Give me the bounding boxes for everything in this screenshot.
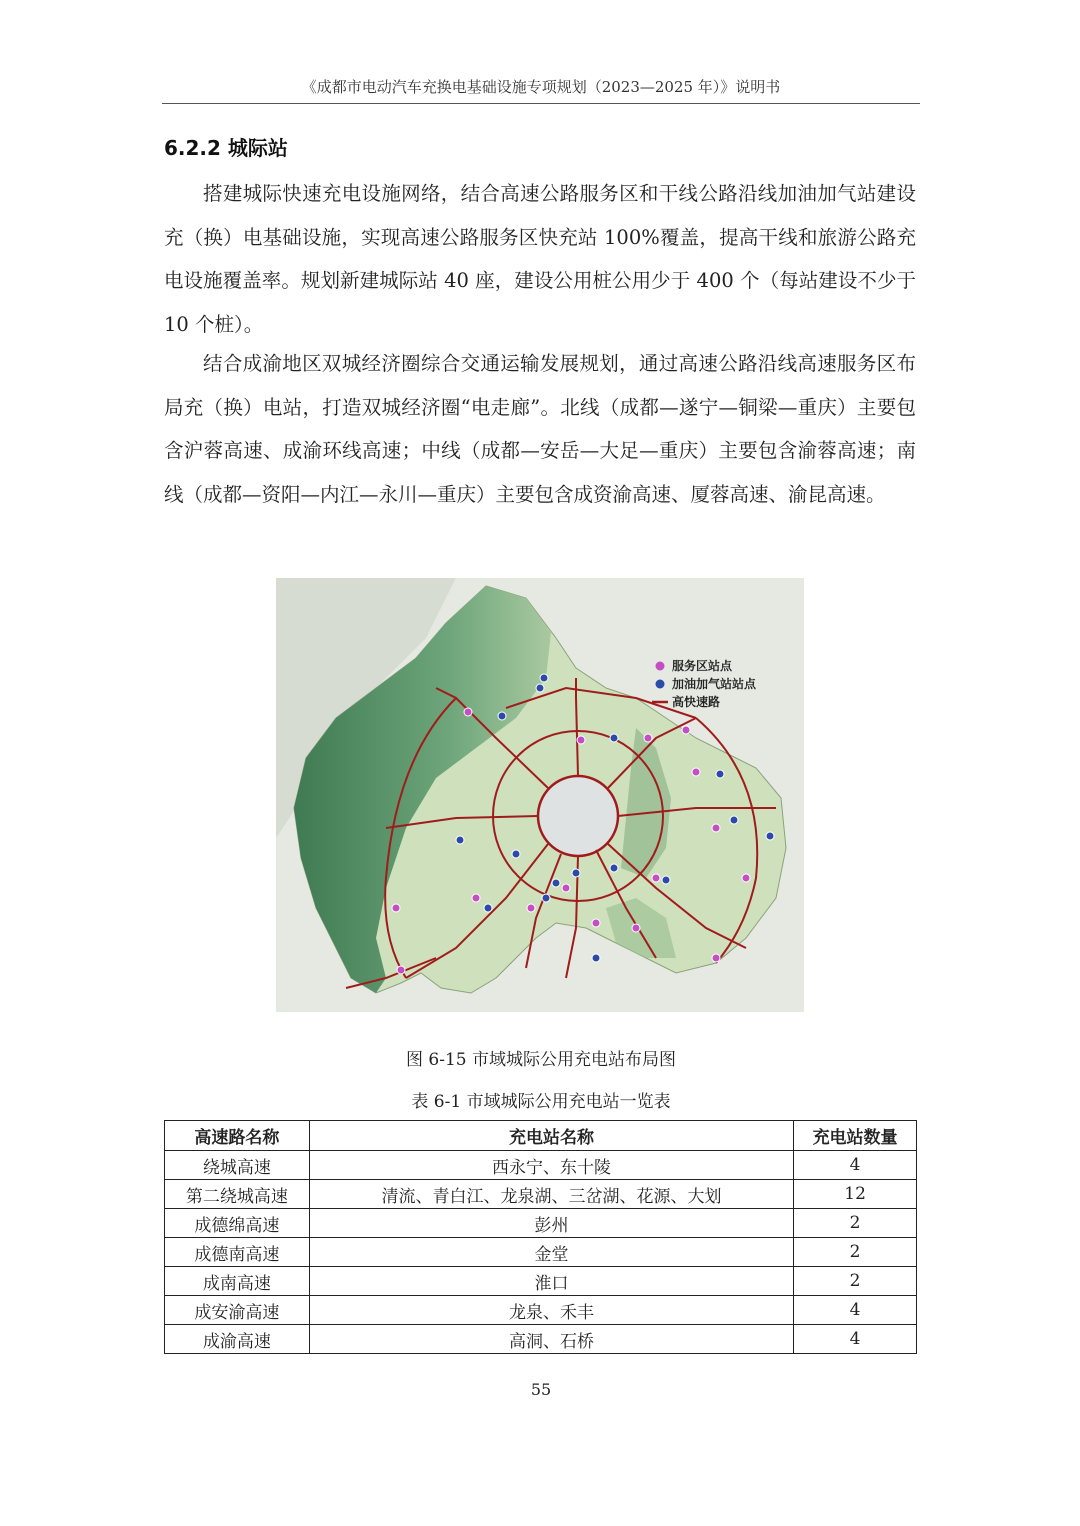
paragraph-1: 搭建城际快速充电设施网络，结合高速公路服务区和干线公路沿线加油加气站建设充（换）电基础设施，实现高速公路服务区快充站 100%覆盖，提高干线和旅游公路充电设施覆盖率。规划新建城际站 40 座，建设公用桩公用少于 400 个（每站建设不少于 10 个桩）。 — [164, 182, 916, 336]
legend-gas-station-label: 加油加气站站点 — [672, 677, 757, 691]
cell-station-name: 彭州 — [309, 1209, 793, 1238]
legend-service-area-marker — [656, 662, 665, 671]
cell-expressway: 成渝高速 — [165, 1325, 310, 1354]
cell-expressway: 成德绵高速 — [165, 1209, 310, 1238]
cell-expressway: 成南高速 — [165, 1267, 310, 1296]
cell-expressway: 第二绕城高速 — [165, 1180, 310, 1209]
cell-station-name: 淮口 — [309, 1267, 793, 1296]
header-expressway: 高速路名称 — [165, 1121, 310, 1151]
section-title: 6.2.2 城际站 — [164, 136, 288, 160]
table-row — [165, 1180, 917, 1209]
header-station-name: 充电站名称 — [309, 1121, 793, 1151]
cell-station-name: 清流、青白江、龙泉湖、三岔湖、花源、大划 — [309, 1180, 793, 1209]
page-number: 55 — [530, 1380, 552, 1399]
legend-expressway-label: 高快速路 — [672, 695, 721, 709]
table-caption: 表 6-1 市域城际公用充电站一览表 — [411, 1092, 671, 1112]
cell-station-count: 2 — [794, 1267, 917, 1296]
cell-station-count: 4 — [794, 1325, 917, 1354]
map-svg — [276, 578, 804, 1012]
cell-station-name: 高洞、石桥 — [309, 1325, 793, 1354]
table-row — [165, 1325, 917, 1354]
paragraph-2: 结合成渝地区双城经济圈综合交通运输发展规划，通过高速公路沿线高速服务区布局充（换）电站，打造双城经济圈“电走廊”。北线（成都—遂宁—铜梁—重庆）主要包含沪蓉高速、成渝环线高速；中线（成都—安岳—大足—重庆）主要包含渝蓉高速；南线（成都—资阳—内江—永川—重庆）主要包含成资渝高速、厦蓉高速、渝昆高速。 — [164, 352, 916, 506]
table-row — [165, 1209, 917, 1238]
cell-station-name: 龙泉、禾丰 — [309, 1296, 793, 1325]
table-row — [165, 1267, 917, 1296]
legend-service-area-label: 服务区站点 — [672, 659, 733, 673]
cell-expressway: 成安渝高速 — [165, 1296, 310, 1325]
cell-expressway: 成德南高速 — [165, 1238, 310, 1267]
table-row — [165, 1296, 917, 1325]
cell-expressway: 绕城高速 — [165, 1151, 310, 1180]
cell-station-name: 金堂 — [309, 1238, 793, 1267]
charging-station-map — [276, 578, 804, 1012]
page-header: 《成都市电动汽车充换电基础设施专项规划（2023—2025 年）》说明书 — [162, 76, 920, 104]
table-row — [165, 1238, 917, 1267]
charging-station-table — [164, 1120, 917, 1354]
table-row — [165, 1151, 917, 1180]
cell-station-count: 2 — [794, 1209, 917, 1238]
table-header-row — [165, 1121, 917, 1151]
city-core — [538, 776, 618, 856]
cell-station-count: 2 — [794, 1238, 917, 1267]
cell-station-count: 4 — [794, 1151, 917, 1180]
figure-caption: 图 6-15 市域城际公用充电站布局图 — [406, 1050, 676, 1070]
header-station-count: 充电站数量 — [794, 1121, 917, 1151]
cell-station-count: 12 — [794, 1180, 917, 1209]
cell-station-count: 4 — [794, 1296, 917, 1325]
cell-station-name: 西永宁、东十陵 — [309, 1151, 793, 1180]
legend-gas-station-marker — [656, 680, 665, 689]
